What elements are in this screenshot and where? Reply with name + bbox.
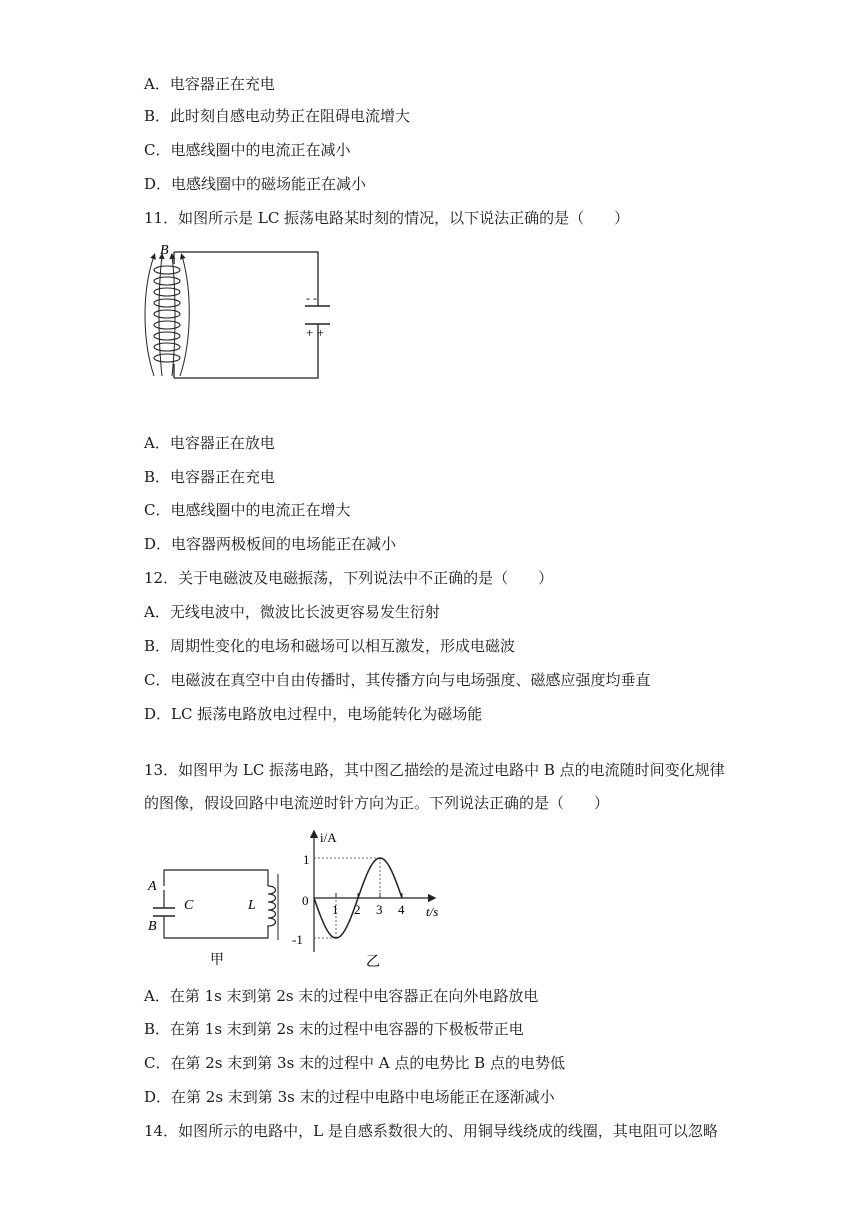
q13-stem-line1: 13．如图甲为 LC 振荡电路，其中图乙描绘的是流过电路中 B 点的电流随时间变化规律	[144, 761, 725, 779]
q12-option-b: B．周期性变化的电场和磁场可以相互激发，形成电磁波	[144, 637, 516, 655]
q11-inductor-coil	[154, 266, 180, 362]
q12-option-d: D．LC 振荡电路放电过程中，电场能转化为磁场能	[144, 705, 483, 723]
q13-inductor-coil	[268, 886, 276, 930]
q11-lc-circuit-figure	[140, 240, 330, 386]
q11-plate-charge-top: - -	[306, 291, 317, 305]
q11-option-b: B．电容器正在充电	[144, 468, 276, 486]
q10-option-a: A．电容器正在充电	[144, 75, 275, 93]
q10-option-b: B．此时刻自感电动势正在阻碍电流增大	[144, 107, 411, 125]
q13-caption-yi: 乙	[366, 955, 380, 970]
q13-x-tick-label: 2	[354, 902, 361, 917]
q10-option-c: C．电感线圈中的电流正在减小	[144, 141, 351, 159]
q12-stem: 12．关于电磁波及电磁振荡，下列说法中不正确的是（ ）	[144, 569, 554, 587]
q13-circuit-wire	[164, 870, 268, 886]
q13-option-b: B．在第 1s 末到第 2s 末的过程中电容器的下极板带正电	[144, 1020, 524, 1038]
q11-circuit-wire-bottom	[174, 324, 318, 378]
q11-option-c: C．电感线圈中的电流正在增大	[144, 501, 351, 519]
q11-field-label: B	[160, 243, 169, 258]
q12-option-c: C．电磁波在真空中自由传播时，其传播方向与电场强度、磁感应强度均垂直	[144, 671, 651, 689]
q13-label-a: A	[148, 879, 157, 894]
q13-circuit-jia-figure	[142, 860, 282, 970]
q13-stem-line2: 的图像，假设回路中电流逆时针方向为正。下列说法正确的是（ ）	[144, 794, 610, 812]
q11-plate-charge-bottom: + +	[306, 325, 324, 340]
q13-option-c: C．在第 2s 末到第 3s 末的过程中 A 点的电势比 B 点的电势低	[144, 1054, 565, 1072]
q13-x-axis-label: t/s	[426, 904, 439, 919]
q11-option-a: A．电容器正在放电	[144, 434, 275, 452]
q13-label-c: C	[184, 898, 194, 913]
q11-option-d: D．电容器两极板间的电场能正在减小	[144, 535, 397, 553]
q13-x-tick-label: 1	[332, 902, 339, 917]
q11-stem: 11．如图所示是 LC 振荡电路某时刻的情况，以下说法正确的是（ ）	[144, 209, 630, 227]
q13-origin-label: 0	[302, 893, 309, 908]
q13-caption-jia: 甲	[210, 953, 224, 968]
q10-option-d: D．电感线圈中的磁场能正在减小	[144, 175, 367, 193]
q13-y-tick-bottom: -1	[292, 932, 303, 947]
q13-x-tick-label: 3	[376, 902, 383, 917]
q12-option-a: A．无线电波中，微波比长波更容易发生衍射	[144, 603, 440, 621]
q13-y-tick-top: 1	[303, 852, 310, 867]
q13-option-a: A．在第 1s 末到第 2s 末的过程中电容器正在向外电路放电	[144, 987, 539, 1005]
q13-label-l: L	[248, 898, 256, 913]
q13-label-b: B	[148, 919, 157, 934]
q14-stem: 14．如图所示的电路中，L 是自感系数很大的、用铜导线绕成的线圈，其电阻可以忽略	[144, 1122, 718, 1140]
q13-option-d: D．在第 2s 末到第 3s 末的过程中电路中电场能正在逐渐减小	[144, 1088, 555, 1106]
q13-x-tick-label: 4	[398, 902, 405, 917]
q13-current-graph-yi-figure	[288, 826, 458, 972]
q13-y-axis-label: i/A	[320, 830, 337, 845]
q11-circuit-wire	[174, 252, 318, 306]
